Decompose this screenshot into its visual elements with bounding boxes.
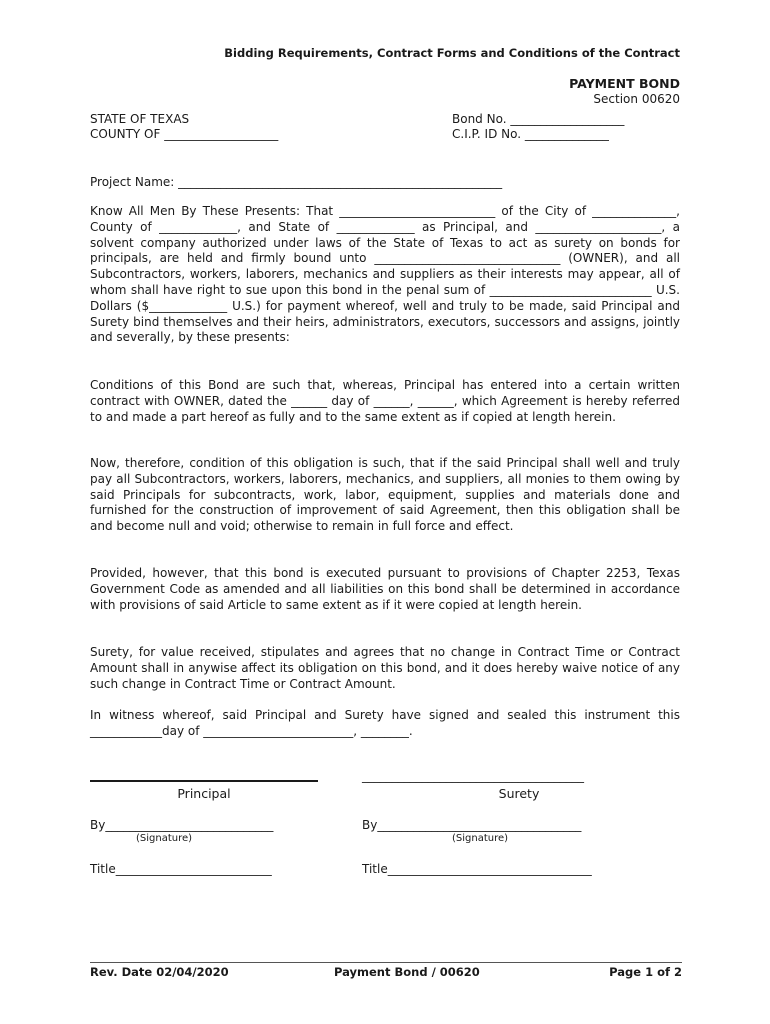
principal-signature-hint: (Signature) [136, 833, 193, 844]
footer-doc-name: Payment Bond / 00620 [334, 965, 480, 979]
principal-label: Principal [177, 786, 231, 801]
principal-title-field[interactable]: Title__________________________ [90, 862, 272, 876]
provided-paragraph: Provided, however, that this bond is executed pursuant to provisions of Chapter 2253, Texas Government Code as amended and all liabilities on this bond shall be determined in accordance with provisions of said Article to same extent as if it were copied at length herein. [90, 566, 680, 612]
section-number: Section 00620 [593, 92, 680, 106]
conditions-paragraph: Conditions of this Bond are such that, whereas, Principal has entered into a certain written contract with OWNER, dated the ______ day of ______, ______, which Agreement is hereby referred to and made a part hereof as fully and to the same extent as if copied at length herein. [90, 378, 680, 424]
surety-title-field[interactable]: Title__________________________________ [362, 862, 592, 876]
bond-number-field[interactable]: Bond No. ___________________ [452, 112, 625, 126]
footer-divider [90, 962, 682, 963]
surety-label: Surety [498, 786, 540, 801]
principal-by-field[interactable]: By____________________________ [90, 818, 274, 832]
footer-page-number: Page 1 of 2 [609, 965, 682, 979]
cip-id-field[interactable]: C.I.P. ID No. ______________ [452, 127, 609, 141]
surety-signature-line[interactable]: _____________________________________ [362, 769, 584, 783]
surety-signature-hint: (Signature) [452, 833, 509, 844]
county-field[interactable]: COUNTY OF ___________________ [90, 127, 279, 141]
document-title: PAYMENT BOND [569, 76, 680, 91]
footer-rev-date: Rev. Date 02/04/2020 [90, 965, 229, 979]
obligation-paragraph: Now, therefore, condition of this obligation is such, that if the said Principal shall well and truly pay all Subcontractors, workers, laborers, mechanics, and suppliers, all monies to them owing by said Principals for subcontracts, work, labor, equipment, supplies and materials done and furnished for the construction of improvement of said Agreement, then this obligation shall be and become null and void; otherwise to remain in full force and effect. [90, 456, 680, 534]
know-all-men-paragraph: Know All Men By These Presents: That __________________________ of the City of ______________, County of _____________, and State of _____________ as Principal, and _____________________, a solvent company authorized under laws of the State of Texas to act as surety on bonds for principals, are held and firmly bound unto _______________________________ (OWNER), and all Subcontractors, workers, laborers, mechanics and suppliers as their interests may appear, all of whom shall have right to sue upon this bond in the penal sum of ___________________________ U.S. Dollars ($_____________ U.S.) for payment whereof, well and truly to be made, said Principal and Surety bind themselves and their heirs, administrators, executors, successors and assigns, jointly and severally, by these presents: [90, 204, 680, 345]
project-name-field[interactable]: Project Name: ______________________________________________________ [90, 175, 503, 189]
running-header: Bidding Requirements, Contract Forms and Conditions of the Contract [224, 46, 680, 60]
surety-stipulation-paragraph: Surety, for value received, stipulates and agrees that no change in Contract Time or Contract Amount shall in anywise affect its obligation on this bond, and it does hereby waive notice of any such change in Contract Time or Contract Amount. [90, 645, 680, 691]
surety-by-field[interactable]: By__________________________________ [362, 818, 582, 832]
state-label: STATE OF TEXAS [90, 112, 190, 126]
principal-signature-line[interactable] [90, 768, 318, 782]
witness-paragraph: In witness whereof, said Principal and Surety have signed and sealed this instrument this ____________day of _________________________, ________. [90, 708, 680, 738]
